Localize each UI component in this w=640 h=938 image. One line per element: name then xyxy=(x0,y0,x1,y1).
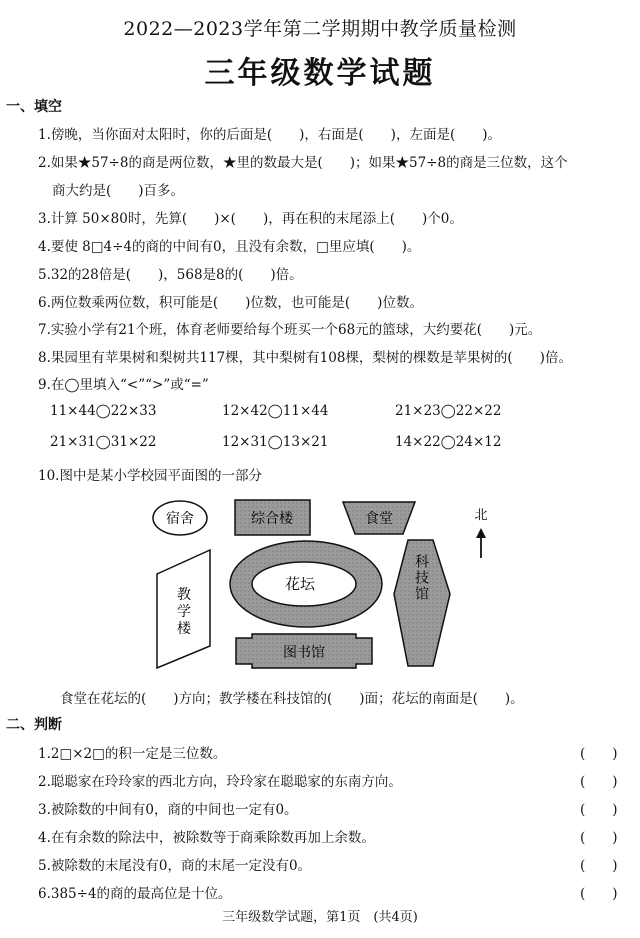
question-10: 10.图中是某小学校园平面图的一部分 xyxy=(38,468,262,484)
canteen-label: 食堂 xyxy=(365,511,393,527)
judge-item-1: 1.2□×2□的积一定是三位数。 xyxy=(38,746,227,762)
question-4: 4.要使 8□4÷4的商的中间有0，且没有余数，□里应填( )。 xyxy=(38,239,421,255)
question-8: 8.果园里有苹果树和梨树共117棵，其中梨树有108棵，梨树的棵数是苹果树的( )倍。 xyxy=(38,350,572,366)
judge-answer-6[interactable]: ( ) xyxy=(580,886,618,902)
north-arrowhead-icon xyxy=(476,528,486,538)
exam-header: 2022—2023学年第二学期期中教学质量检测 xyxy=(123,18,517,40)
complex-label: 综合楼 xyxy=(251,511,293,527)
judge-answer-5[interactable]: ( ) xyxy=(580,858,618,874)
question-3: 3.计算 50×80时，先算( )×( )，再在积的末尾添上( )个0。 xyxy=(38,211,463,227)
question-7: 7.实验小学有21个班，体育老师要给每个班买一个68元的篮球，大约要花( )元。 xyxy=(38,322,542,338)
compare-r2c3: 14×22◯24×12 xyxy=(395,434,502,450)
campus-map xyxy=(140,494,520,684)
library-label: 图书馆 xyxy=(283,645,325,661)
question-5: 5.32的28倍是( )，568是8的( )倍。 xyxy=(38,267,303,283)
compare-r2c1: 21×31◯31×22 xyxy=(50,434,157,450)
garden-label: 花坛 xyxy=(284,575,316,593)
question-2-line1: 2.如果★57÷8的商是两位数，★里的数最大是( )；如果★57÷8的商是三位数，这个 xyxy=(38,155,568,171)
question-10-answer: 食堂在花坛的( )方向；教学楼在科技馆的( )面；花坛的南面是( )。 xyxy=(60,691,524,707)
compare-r1c2: 12×42◯11×44 xyxy=(222,403,329,419)
compare-r1c3: 21×23◯22×22 xyxy=(395,403,502,419)
north-label: 北 xyxy=(474,508,488,523)
question-9: 9.在◯里填入“<”“>”或“=” xyxy=(38,377,209,393)
page-title: 三年级数学试题 xyxy=(204,56,436,91)
compare-r2c2: 12×31◯13×21 xyxy=(222,434,329,450)
dorm-label: 宿舍 xyxy=(166,511,194,527)
question-1: 1.傍晚，当你面对太阳时，你的后面是( )，右面是( )，左面是( )。 xyxy=(38,127,501,143)
judge-item-3: 3.被除数的中间有0，商的中间也一定有0。 xyxy=(38,802,298,818)
question-6: 6.两位数乘两位数，积可能是( )位数，也可能是( )位数。 xyxy=(38,295,423,311)
judge-item-2: 2.聪聪家在玲玲家的西北方向，玲玲家在聪聪家的东南方向。 xyxy=(38,774,402,790)
judge-item-5: 5.被除数的末尾没有0，商的末尾一定没有0。 xyxy=(38,858,312,874)
judge-answer-3[interactable]: ( ) xyxy=(580,802,618,818)
judge-item-6: 6.385÷4的商的最高位是十位。 xyxy=(38,886,232,902)
section-judge-heading: 二、判断 xyxy=(6,717,62,733)
judge-answer-2[interactable]: ( ) xyxy=(580,774,618,790)
section-fill-blank-heading: 一、填空 xyxy=(6,99,62,115)
question-2-line2: 商大约是( )百多。 xyxy=(52,183,185,199)
judge-item-4: 4.在有余数的除法中，被除数等于商乘除数再加上余数。 xyxy=(38,830,375,846)
science-hall-label: 科技馆 xyxy=(413,554,429,602)
teaching-building-label: 教学楼 xyxy=(175,586,191,638)
judge-answer-4[interactable]: ( ) xyxy=(580,830,618,846)
judge-answer-1[interactable]: ( ) xyxy=(580,746,618,762)
compare-r1c1: 11×44◯22×33 xyxy=(50,403,157,419)
page-footer: 三年级数学试题，第1页 (共4页) xyxy=(222,910,418,925)
